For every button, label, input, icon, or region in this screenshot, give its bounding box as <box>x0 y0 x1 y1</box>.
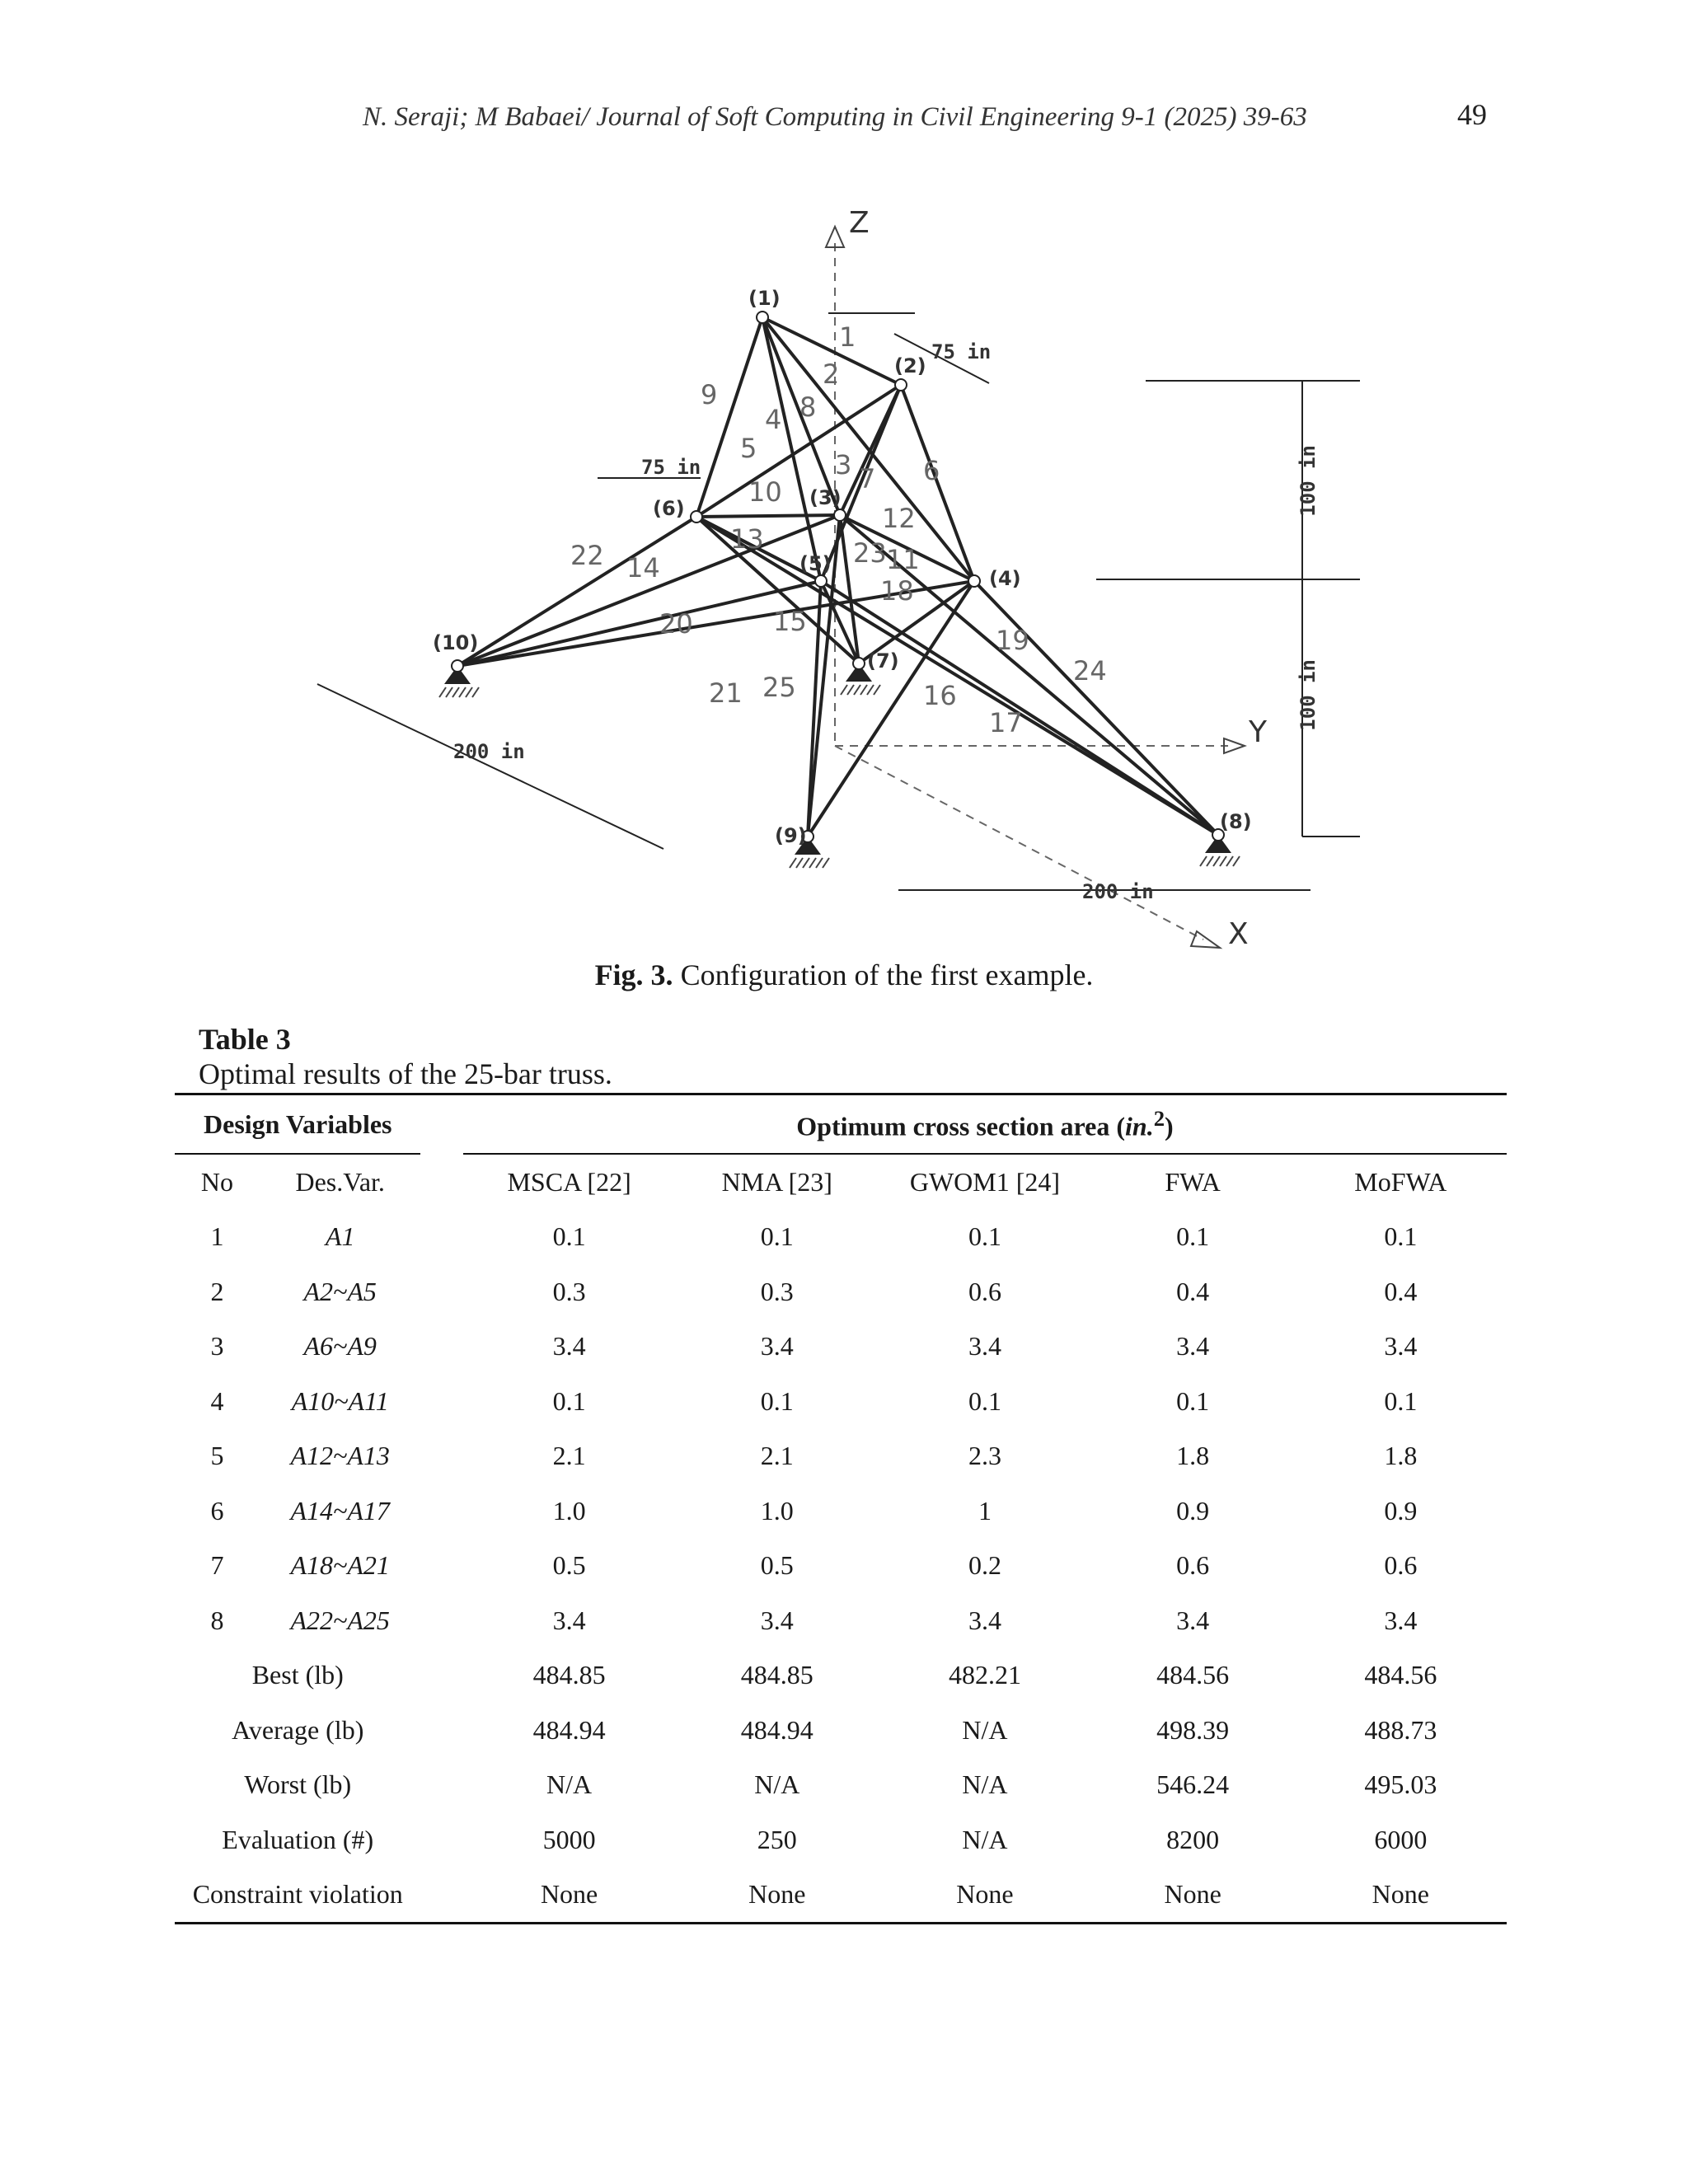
column-header: NMA [23] <box>721 1166 832 1197</box>
table-row <box>175 1210 1507 1265</box>
dim-label: 75 in <box>641 456 701 479</box>
hatch-mark <box>452 687 459 697</box>
bar-label: 9 <box>701 379 718 410</box>
summary-label: Constraint violation <box>192 1879 403 1910</box>
design-variable: A14~A17 <box>290 1495 390 1526</box>
bar-label: 16 <box>923 680 957 711</box>
bar-label: 5 <box>740 433 757 464</box>
value-cell: 3.4 <box>1384 1605 1418 1635</box>
group-header-optimum-area: Optimum cross section area (in.$^2$) <box>463 1094 1507 1155</box>
value-cell: 484.94 <box>532 1714 606 1745</box>
value-cell: 0.6 <box>1176 1550 1210 1581</box>
node-label: (6) <box>653 497 685 520</box>
row-number: 4 <box>210 1385 224 1416</box>
summary-row <box>175 1758 1507 1813</box>
value-cell: 484.94 <box>740 1714 814 1745</box>
truss-figure <box>272 198 1376 964</box>
value-cell: None <box>956 1879 1014 1910</box>
value-cell: 2.1 <box>552 1441 586 1471</box>
hatch-mark <box>1207 856 1213 866</box>
bar-label: 13 <box>730 523 764 555</box>
column-header: MoFWA <box>1354 1166 1447 1197</box>
summary-label: Average (lb) <box>232 1714 364 1745</box>
table-row <box>175 1429 1507 1484</box>
row-number: 3 <box>210 1331 224 1361</box>
hatch-mark <box>446 687 452 697</box>
column-header: No <box>200 1166 234 1197</box>
value-cell: 0.2 <box>968 1550 1001 1581</box>
design-variable: A12~A13 <box>290 1441 390 1471</box>
value-cell: 8200 <box>1166 1824 1220 1854</box>
value-cell: None <box>540 1879 598 1910</box>
column-header: Des.Var. <box>295 1166 385 1197</box>
table-title: Optimal results of the 25-bar truss. <box>199 1057 612 1090</box>
design-variable: A1 <box>325 1221 355 1252</box>
value-cell: 3.4 <box>1384 1331 1418 1361</box>
hatch-mark <box>1220 856 1226 866</box>
value-cell: 0.9 <box>1176 1495 1210 1526</box>
value-cell: 498.39 <box>1156 1714 1230 1745</box>
column-header: FWA <box>1165 1166 1221 1197</box>
summary-row <box>175 1812 1507 1868</box>
hatch-mark <box>1213 856 1220 866</box>
value-cell: 0.1 <box>552 1385 586 1416</box>
value-cell: 1.0 <box>552 1495 586 1526</box>
table-label: Table 3 <box>199 1023 291 1056</box>
value-cell: 1.8 <box>1176 1441 1210 1471</box>
z-axis-label: Z <box>849 206 870 240</box>
y-axis-label: Y <box>1249 715 1267 749</box>
results-table <box>175 1093 1507 1924</box>
value-cell: None <box>1164 1879 1221 1910</box>
summary-row <box>175 1868 1507 1924</box>
value-cell: 484.56 <box>1364 1660 1437 1690</box>
bar-label: 15 <box>773 606 807 637</box>
bar-label: 25 <box>762 672 796 703</box>
row-number: 8 <box>210 1605 224 1635</box>
node-label: (7) <box>867 649 899 673</box>
value-cell: N/A <box>962 1769 1008 1800</box>
column-header: MSCA [22] <box>507 1166 631 1197</box>
value-cell: 250 <box>757 1824 797 1854</box>
value-cell: 3.4 <box>552 1331 586 1361</box>
value-cell: None <box>1372 1879 1429 1910</box>
hatch-mark <box>796 858 803 868</box>
value-cell: 3.4 <box>760 1605 794 1635</box>
x-axis-label: X <box>1228 917 1249 951</box>
value-cell: 2.3 <box>968 1441 1001 1471</box>
hatch-mark <box>860 685 867 695</box>
value-cell: 495.03 <box>1364 1769 1437 1800</box>
table-row <box>175 1483 1507 1539</box>
node-label: (1) <box>748 287 781 310</box>
value-cell: N/A <box>546 1769 593 1800</box>
value-cell: 484.85 <box>740 1660 814 1690</box>
value-cell: 482.21 <box>948 1660 1021 1690</box>
value-cell: 0.3 <box>760 1276 794 1306</box>
design-variable: A2~A5 <box>303 1276 377 1306</box>
hatch-mark <box>1200 856 1207 866</box>
table-row <box>175 1374 1507 1429</box>
hatch-mark <box>803 858 809 868</box>
row-number: 6 <box>210 1495 224 1526</box>
dim-line <box>317 684 663 849</box>
value-cell: 5000 <box>542 1824 596 1854</box>
value-cell: 0.6 <box>1384 1550 1418 1581</box>
value-cell: 488.73 <box>1364 1714 1437 1745</box>
column-header-row <box>175 1154 1507 1210</box>
node-label: (3) <box>809 486 842 509</box>
value-cell: N/A <box>754 1769 800 1800</box>
bar-label: 14 <box>626 552 660 583</box>
bar-label: 21 <box>709 677 743 709</box>
value-cell: N/A <box>962 1824 1008 1854</box>
value-cell: 484.85 <box>532 1660 606 1690</box>
hatch-mark <box>1226 856 1233 866</box>
row-number: 1 <box>210 1221 224 1252</box>
node-label: (9) <box>775 824 807 847</box>
column-header: GWOM1 [24] <box>909 1166 1061 1197</box>
table-row <box>175 1319 1507 1375</box>
figure-caption <box>0 958 1688 992</box>
value-cell: 1.0 <box>760 1495 794 1526</box>
value-cell: 3.4 <box>968 1605 1001 1635</box>
bar-label: 24 <box>1073 655 1107 687</box>
hatch-mark <box>809 858 816 868</box>
truss-member <box>696 515 840 517</box>
page-number: 49 <box>1457 98 1487 131</box>
summary-row <box>175 1648 1507 1704</box>
group-header-design-variables: Design Variables <box>175 1094 420 1155</box>
hatch-mark <box>823 858 829 868</box>
summary-label: Worst (lb) <box>244 1769 352 1800</box>
truss-node <box>757 312 768 323</box>
value-cell: 3.4 <box>1176 1605 1210 1635</box>
bar-label: 10 <box>748 476 782 508</box>
table-row <box>175 1593 1507 1648</box>
dim-label: 75 in <box>931 340 992 363</box>
summary-label: Evaluation (#) <box>222 1824 374 1854</box>
hatch-mark <box>472 687 479 697</box>
node-label: (10) <box>433 631 479 654</box>
value-cell: 546.24 <box>1156 1769 1230 1800</box>
bar-label: 12 <box>882 503 916 534</box>
value-cell: 0.1 <box>1384 1221 1418 1252</box>
truss-node <box>834 509 846 521</box>
node-label: (5) <box>799 552 832 575</box>
caption-text: Configuration of the first example. <box>680 958 1094 991</box>
hatch-mark <box>790 858 796 868</box>
page-header <box>0 97 1688 147</box>
value-cell: 484.56 <box>1156 1660 1230 1690</box>
design-variable: A18~A21 <box>290 1550 390 1581</box>
value-cell: 0.5 <box>552 1550 586 1581</box>
value-cell: 0.1 <box>760 1385 794 1416</box>
value-cell: 3.4 <box>968 1331 1001 1361</box>
truss-node <box>968 575 980 587</box>
bar-label: 22 <box>570 540 604 571</box>
value-cell: 1 <box>978 1495 992 1526</box>
value-cell: None <box>748 1879 806 1910</box>
summary-label: Best (lb) <box>251 1660 344 1690</box>
hatch-mark <box>841 685 847 695</box>
table-row <box>175 1264 1507 1319</box>
truss-node <box>691 511 702 523</box>
bar-label: 20 <box>659 608 693 640</box>
bar-label: 4 <box>765 404 782 435</box>
value-cell: 0.4 <box>1176 1276 1210 1306</box>
value-cell: 0.1 <box>1384 1385 1418 1416</box>
value-cell: 3.4 <box>1176 1331 1210 1361</box>
truss-node <box>452 660 463 672</box>
value-cell: 0.1 <box>968 1221 1001 1252</box>
value-cell: 0.1 <box>552 1221 586 1252</box>
dim-label: 100 in <box>1296 445 1320 517</box>
value-cell: 2.1 <box>760 1441 794 1471</box>
bar-label: 8 <box>799 391 817 423</box>
truss-node <box>853 658 865 669</box>
value-cell: 0.6 <box>968 1276 1001 1306</box>
x-arrowhead <box>1191 931 1220 948</box>
value-cell: 3.4 <box>760 1331 794 1361</box>
hatch-mark <box>466 687 472 697</box>
value-cell: 0.9 <box>1384 1495 1418 1526</box>
summary-row <box>175 1703 1507 1758</box>
value-cell: 0.1 <box>760 1221 794 1252</box>
hatch-mark <box>1233 856 1240 866</box>
node-label: (4) <box>989 567 1021 590</box>
hatch-mark <box>854 685 860 695</box>
value-cell: 6000 <box>1374 1824 1428 1854</box>
hatch-mark <box>816 858 823 868</box>
hatch-mark <box>459 687 466 697</box>
value-cell: 0.4 <box>1384 1276 1418 1306</box>
bar-label: 23 <box>853 537 887 569</box>
hatch-mark <box>439 687 446 697</box>
value-cell: 3.4 <box>552 1605 586 1635</box>
value-cell: 0.5 <box>760 1550 794 1581</box>
bar-label: 2 <box>823 359 840 390</box>
value-cell: 0.3 <box>552 1276 586 1306</box>
table-body <box>175 1210 1507 1924</box>
design-variable: A22~A25 <box>290 1605 390 1635</box>
row-number: 2 <box>210 1276 224 1306</box>
node-label: (8) <box>1220 810 1252 833</box>
bar-label: 17 <box>989 707 1023 738</box>
bar-label: 3 <box>835 449 852 480</box>
design-variable: A6~A9 <box>303 1331 377 1361</box>
hatch-mark <box>874 685 880 695</box>
truss-diagram <box>272 198 1376 964</box>
dim-label: 100 in <box>1296 659 1320 731</box>
bar-label: 18 <box>880 575 914 607</box>
bar-label: 11 <box>886 544 920 575</box>
design-variable: A10~A11 <box>291 1385 389 1416</box>
caption-label: Fig. 3. <box>594 958 673 991</box>
bar-label: 7 <box>859 463 876 494</box>
running-title: N. Seraji; M Babaei/ Journal of Soft Computing in Civil Engineering 9-1 (2025) 39-63 <box>363 102 1307 132</box>
bar-label: 19 <box>996 625 1029 656</box>
value-cell: 0.1 <box>1176 1385 1210 1416</box>
table-row <box>175 1539 1507 1594</box>
hatch-mark <box>847 685 854 695</box>
hatch-mark <box>867 685 874 695</box>
value-cell: 0.1 <box>968 1385 1001 1416</box>
bar-label: 6 <box>923 455 940 486</box>
dim-label: 200 in <box>1082 880 1154 903</box>
truss-node <box>895 379 907 391</box>
value-cell: 1.8 <box>1384 1441 1418 1471</box>
value-cell: 0.1 <box>1176 1221 1210 1252</box>
value-cell: N/A <box>962 1714 1008 1745</box>
row-number: 5 <box>210 1441 224 1471</box>
dim-label: 200 in <box>453 740 525 763</box>
truss-node <box>815 575 827 587</box>
bar-label: 1 <box>839 321 856 353</box>
node-label: (2) <box>894 354 926 377</box>
row-number: 7 <box>210 1550 224 1581</box>
